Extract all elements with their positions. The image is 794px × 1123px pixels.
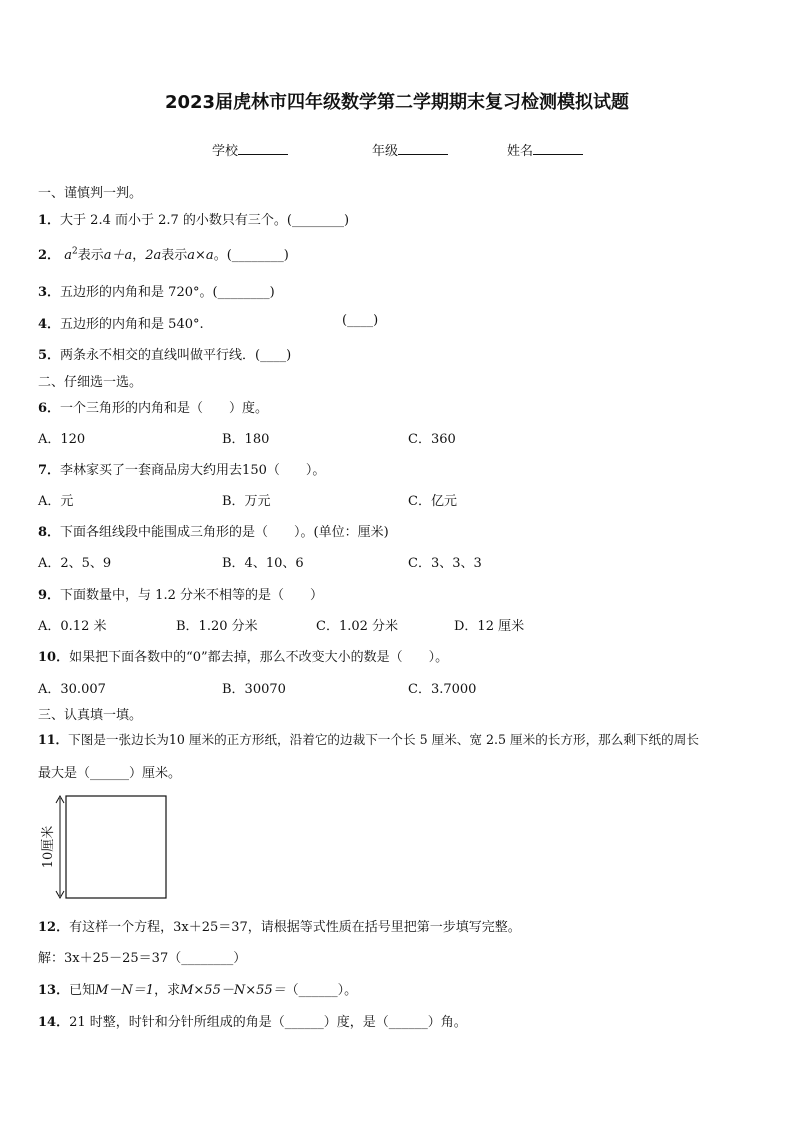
text-segment: ， [132,248,146,263]
math-expression: M×55－N×55＝ [180,983,286,998]
option-b[interactable]: B．30070 [222,682,286,697]
question-4-blank[interactable]: (____) [342,313,379,328]
question-text: 下图是一张边长为10 厘米的正方形纸，沿着它的边裁下一个长 5 厘米、宽 2.5 厘米的长方形，那么剩下纸的周长 [68,732,699,747]
question-number: 6． [38,401,61,416]
question-8 [38,521,389,540]
option-c[interactable]: C．3.7000 [408,682,477,697]
question-number: 3． [38,285,61,300]
question-13 [38,979,357,998]
math-var-a: a [64,248,72,263]
math-expression: M－N＝1 [95,983,155,998]
question-2 [38,244,289,263]
text-segment: 表示 [77,248,104,263]
option-c[interactable]: C．3、3、3 [408,556,482,571]
question-number: 9． [38,588,61,603]
page-title: 2023届虎林市四年级数学第二学期期末复习检测模拟试题 [164,92,630,113]
option-a[interactable]: A．120 [38,432,86,447]
option-c[interactable]: C．亿元 [408,494,457,509]
question-12-solution: 解：3x＋25－25＝37（________） [38,951,247,966]
question-number: 14． [38,1015,70,1030]
text-segment: 。(________) [213,248,289,263]
option-a[interactable]: A．30.007 [38,682,106,697]
question-text: 下面各组线段中能围成三角形的是（ ）。(单位：厘米) [60,525,389,540]
question-number: 4． [38,317,61,332]
grade-label: 年级 [372,144,399,159]
question-3 [38,281,275,300]
section-heading-1: 一、谨慎判一判。 [38,186,143,201]
name-blank[interactable] [533,142,583,155]
question-number: 2． [38,248,61,263]
question-text: 下面数量中，与 1.2 分米不相等的是（ ） [60,588,323,603]
math-exponent: 2 [71,246,78,257]
option-c[interactable]: C．360 [408,432,456,447]
question-5 [38,344,291,363]
text-segment: ，求 [154,983,181,998]
school-blank[interactable] [238,142,288,155]
option-c[interactable]: C．1.02 分米 [316,619,399,634]
math-expression: 2a [145,248,162,263]
grade-blank[interactable] [398,142,448,155]
question-7 [38,459,325,478]
text-segment: 已知 [69,983,96,998]
name-field [507,140,583,159]
question-text: 大于 2.4 而小于 2.7 的小数只有三个。(________) [60,213,350,228]
question-text: 五边形的内角和是 540°. [60,317,204,332]
square-figure [36,792,176,904]
math-expression: a＋a [103,248,133,263]
question-text: 李林家买了一套商品房大约用去150（ ）。 [60,463,326,478]
school-label: 学校 [212,144,239,159]
square-outline [66,796,166,898]
question-12 [38,916,521,935]
question-text: 21 时整，时针和分针所组成的角是（______）度，是（______）角。 [69,1015,467,1030]
question-14 [38,1011,467,1030]
text-segment: 表示 [161,248,188,263]
question-number: 7． [38,463,61,478]
option-a[interactable]: A．0.12 米 [38,619,107,634]
option-a[interactable]: A．2、5、9 [38,556,112,571]
math-expression: a×a [187,248,214,263]
square-diagram [36,792,176,904]
question-number: 5． [38,348,61,363]
question-number: 10． [38,650,70,665]
section-heading-3: 三、认真填一填。 [38,708,143,723]
option-a[interactable]: A．元 [38,494,74,509]
text-segment: （______）。 [285,983,358,998]
question-9 [38,584,323,603]
option-b[interactable]: B．1.20 分米 [176,619,258,634]
question-text: 两条永不相交的直线叫做平行线．(____) [60,348,292,363]
question-1 [38,209,349,228]
school-field [212,140,288,159]
question-text: 一个三角形的内角和是（ ）度。 [60,401,269,416]
question-number: 13． [38,983,70,998]
question-number: 8． [38,525,61,540]
option-b[interactable]: B．万元 [222,494,271,509]
question-text: 有这样一个方程，3x＋25＝37，请根据等式性质在括号里把第一步填写完整。 [69,920,521,935]
question-10 [38,646,448,665]
question-number: 11． [38,732,69,747]
question-text: 五边形的内角和是 720°。(________) [60,285,275,300]
question-number: 12． [38,920,70,935]
section-heading-2: 二、仔细选一选。 [38,375,143,390]
name-label: 姓名 [507,144,534,159]
grade-field [372,140,448,159]
question-11-continued: 最大是（______）厘米。 [38,766,182,781]
option-d[interactable]: D．12 厘米 [454,619,525,634]
option-b[interactable]: B．4、10、6 [222,556,304,571]
question-text: 如果把下面各数中的“0”都去掉，那么不改变大小的数是（ ）。 [69,650,449,665]
question-number: 1． [38,213,61,228]
question-6 [38,397,268,416]
option-b[interactable]: B．180 [222,432,270,447]
question-11 [38,729,699,748]
question-4 [38,313,204,332]
dimension-label: 10厘米 [41,825,56,869]
